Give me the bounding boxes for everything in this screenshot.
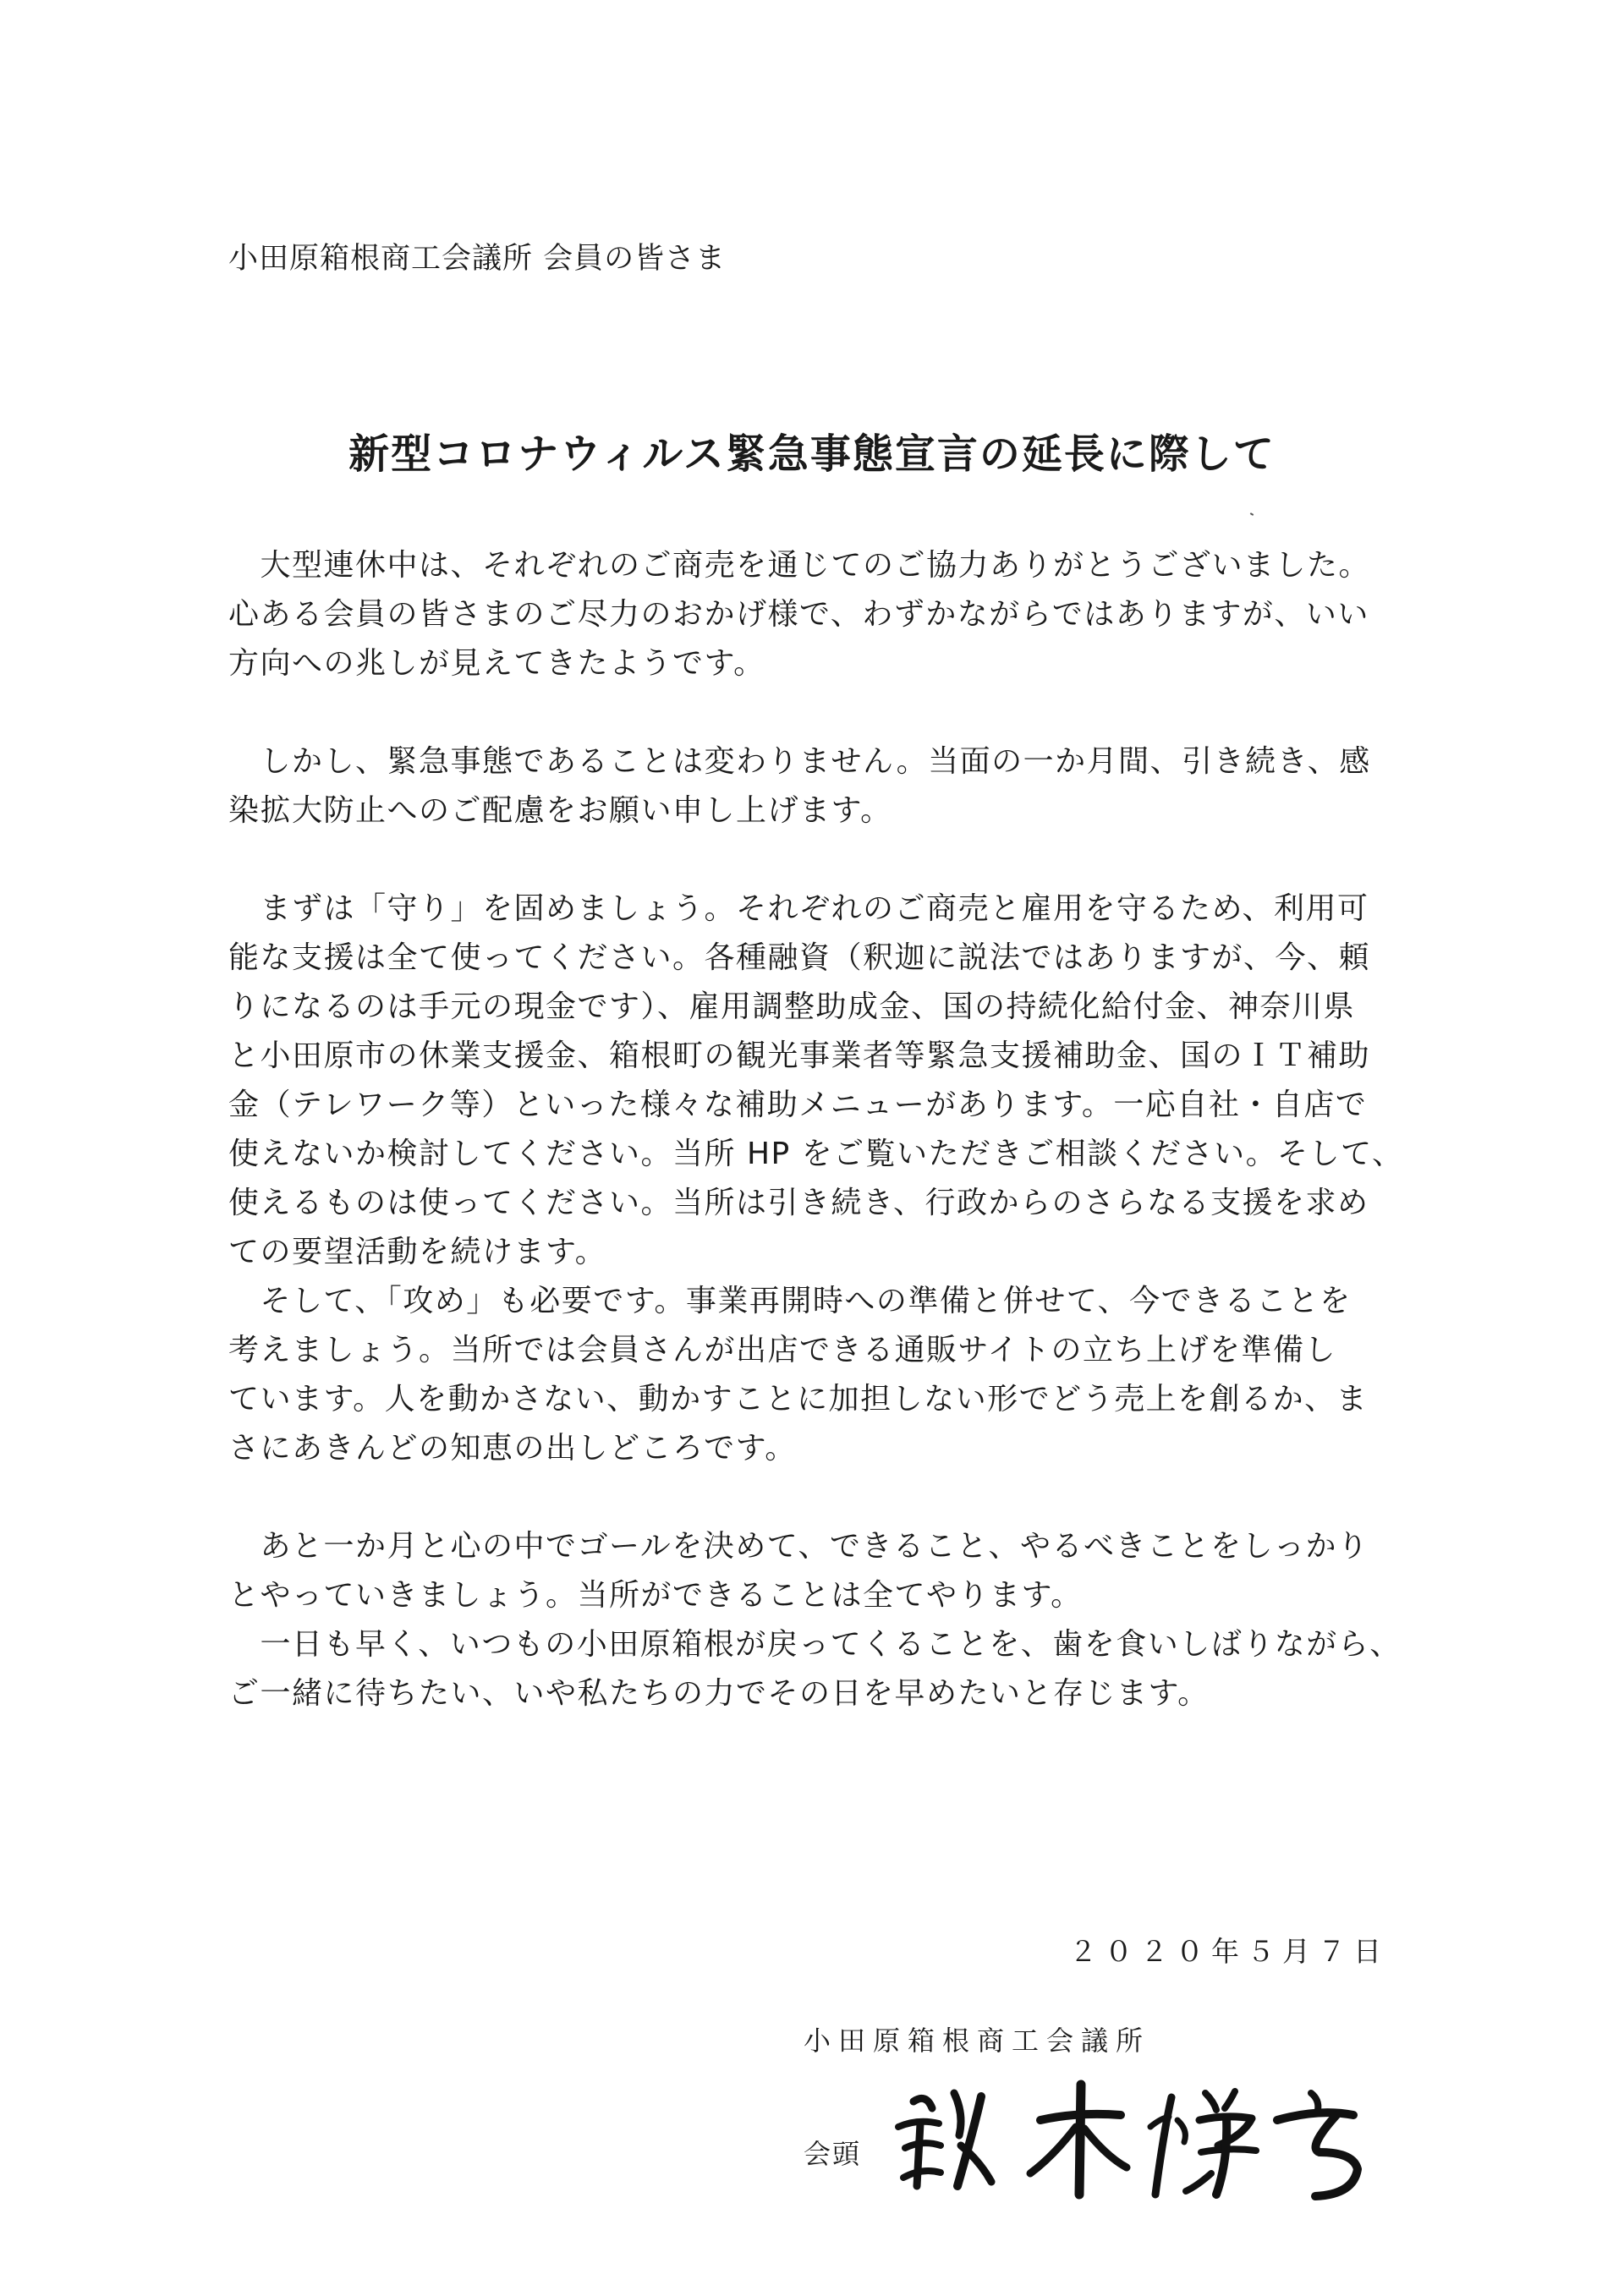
organization-name: 小田原箱根商工会議所 <box>804 2025 1151 2057</box>
body-line: さにあきんどの知恵の出しどころです。 <box>228 1431 797 1466</box>
paragraph-gap <box>228 836 1413 885</box>
body-line: 使えないか検討してください。当所 HP をご覧いただきご相談ください。そして、 <box>228 1137 1404 1171</box>
body-line: 考えましょう。当所では会員さんが出店できる通販サイトの立ち上げを準備し <box>228 1333 1336 1367</box>
letter-body <box>228 541 1413 1718</box>
body-line: 心ある会員の皆さまのご尽力のおかげ様で、わずかながらではありますが、いい <box>228 597 1369 632</box>
body-line: 染拡大防止へのご配慮をお願い申し上げます。 <box>228 793 892 828</box>
document-title: 新型コロナウィルス緊急事態宣言の延長に際して <box>348 430 1276 478</box>
body-line: りになるのは手元の現金です）、雇用調整助成金、国の持続化給付金、神奈川県 <box>228 989 1356 1024</box>
body-line: ての要望活動を続けます。 <box>228 1235 607 1269</box>
scan-speck <box>1250 512 1254 516</box>
body-line: ご一緒に待ちたい、いや私たちの力でその日を早めたいと存じます。 <box>228 1676 1210 1711</box>
body-line: 大型連休中は、それぞれのご商売を通じてのご協力ありがとうございました。 <box>228 548 1371 583</box>
signer-role: 会頭 <box>804 2138 862 2170</box>
body-line: そして、「攻め」も必要です。事業再開時への準備と併せて、今できることを <box>228 1284 1352 1318</box>
body-line: あと一か月と心の中でゴールを決めて、できること、やるべきことをしっかり <box>228 1529 1369 1564</box>
body-line: と小田原市の休業支援金、箱根町の観光事業者等緊急支援補助金、国のＩＴ補助 <box>228 1038 1371 1073</box>
letter-date: ２０２０年５月７日 <box>1069 1935 1389 1968</box>
body-line: ています。人を動かさない、動かすことに加担しない形でどう売上を創るか、ま <box>228 1382 1369 1417</box>
body-line: まずは「守り」を固めましょう。それぞれのご商売と雇用を守るため、利用可 <box>228 891 1369 926</box>
body-line: 方向への兆しが見えてきたようです。 <box>228 646 765 681</box>
handwritten-signature <box>880 2068 1404 2203</box>
body-line: しかし、緊急事態であることは変わりません。当面の一か月間、引き続き、感 <box>228 744 1371 779</box>
body-line: 能な支援は全て使ってください。各種融資（釈迦に説法ではありますが、今、頼 <box>228 940 1371 975</box>
addressee-line: 小田原箱根商工会議所 会員の皆さま <box>228 242 727 276</box>
paragraph-gap <box>228 1473 1413 1522</box>
body-line: 使えるものは使ってください。当所は引き続き、行政からのさらなる支援を求め <box>228 1186 1369 1220</box>
body-line: 一日も早く、いつもの小田原箱根が戻ってくることを、歯を食いしばりながら、 <box>228 1627 1402 1662</box>
body-line: 金（テレワーク等）といった様々な補助メニューがあります。一応自社・自店で <box>228 1088 1368 1122</box>
body-line: とやっていきましょう。当所ができることは全てやります。 <box>228 1578 1083 1613</box>
paragraph-gap <box>228 688 1413 737</box>
